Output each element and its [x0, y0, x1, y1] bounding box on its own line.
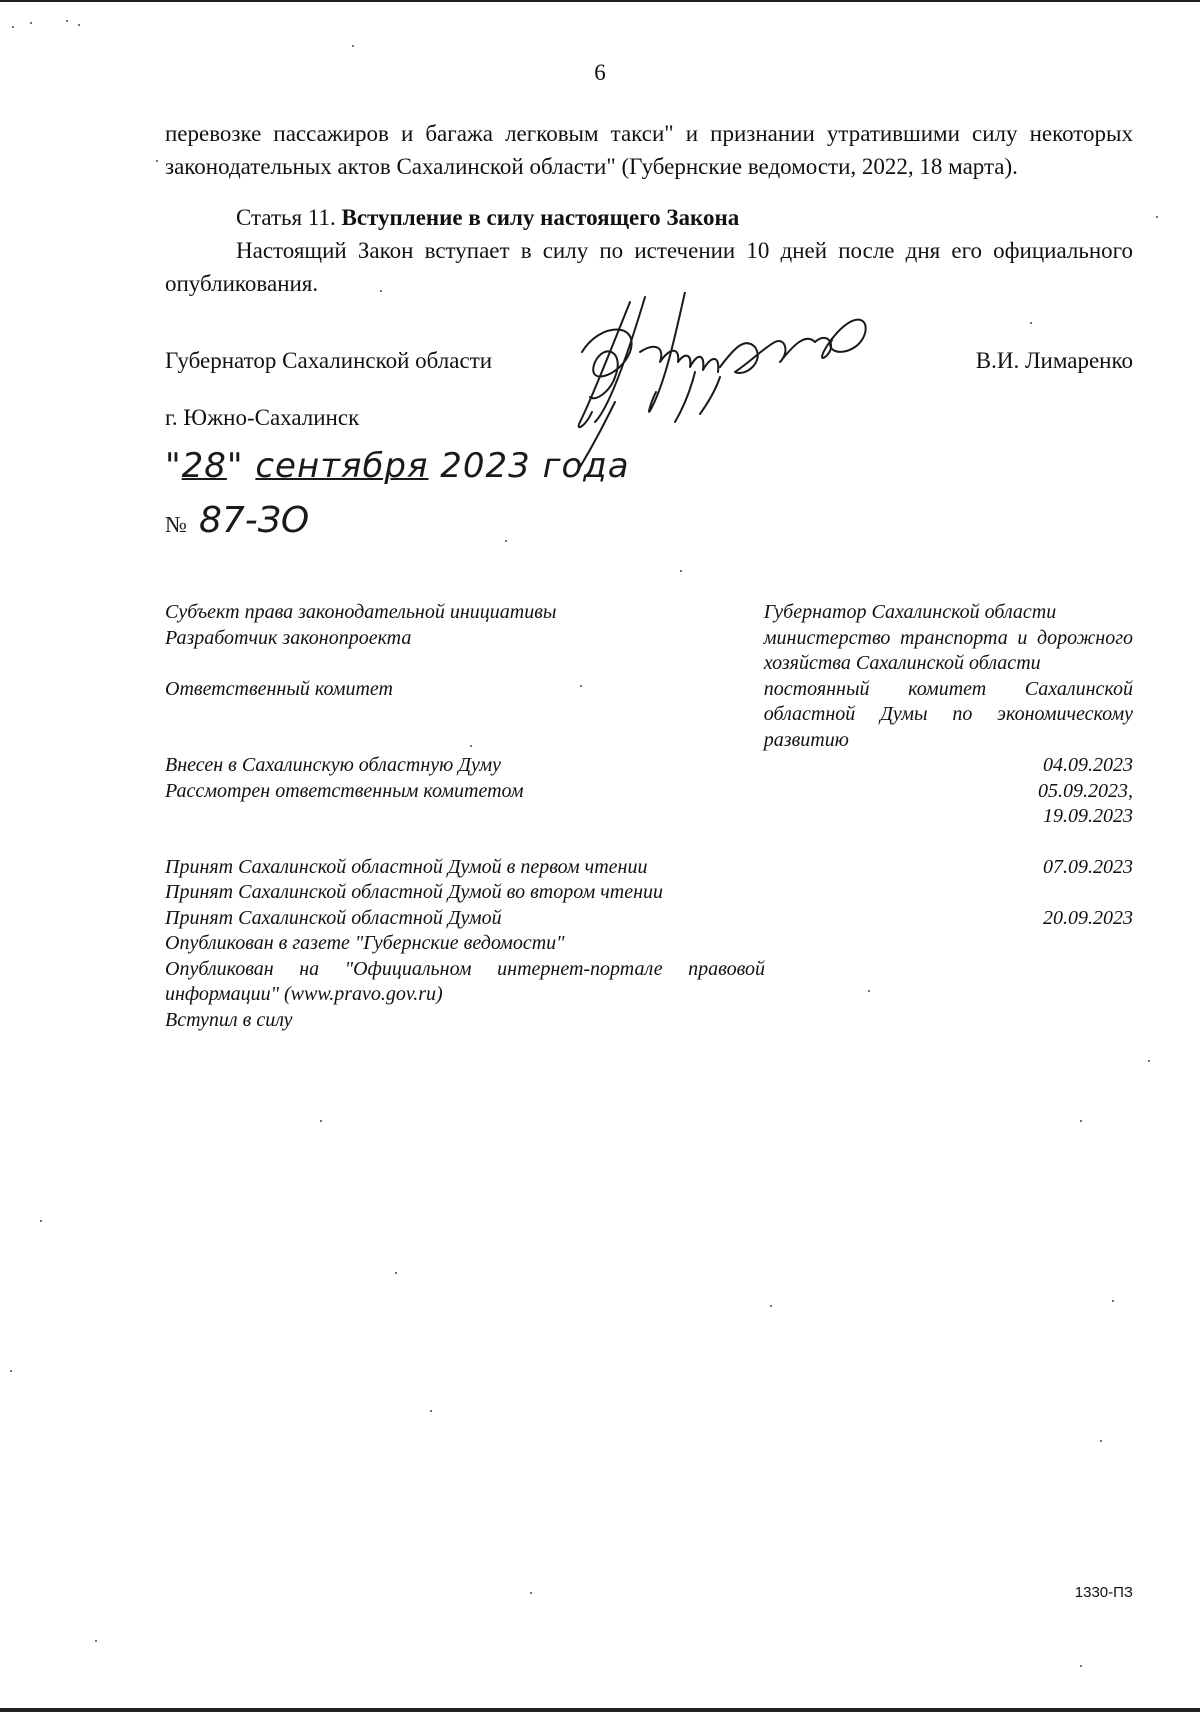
governor-position: Губернатор Сахалинской области — [165, 348, 493, 373]
developer-value: министерство транспорта и дорожного хозяйства Сахалинской области — [763, 626, 1133, 674]
governor-name: В.И. Лимаренко — [975, 348, 1133, 373]
reviewed-dates — [1038, 779, 1133, 830]
scan-edge-bottom — [0, 1708, 1200, 1712]
published-newspaper-label: Опубликован в газете "Губернские ведомости" — [165, 932, 565, 954]
scan-speck — [30, 22, 32, 24]
reviewed-date-2: 19.09.2023 — [1043, 805, 1133, 827]
footer-code: 1330-ПЗ — [1074, 1584, 1133, 1601]
city: г. Южно-Сахалинск — [165, 405, 360, 430]
committee-label: Ответственный комитет — [165, 677, 393, 700]
scan-speck — [868, 990, 870, 992]
scan-speck — [66, 20, 68, 22]
scan-speck — [78, 24, 80, 26]
scan-speck — [95, 1640, 97, 1642]
scan-speck — [1156, 216, 1158, 218]
first-reading-label: Принят Сахалинской областной Думой в первом чтении — [165, 855, 648, 878]
info-row-committee — [165, 677, 1133, 754]
number-label: № — [165, 512, 187, 537]
number-value: 87-ЗО — [198, 500, 310, 541]
signing-date — [165, 446, 630, 486]
scan-speck — [770, 1305, 772, 1307]
date-open-quote: " — [165, 446, 182, 486]
info-row-reviewed — [165, 779, 1133, 830]
date-close-quote: " — [226, 446, 244, 486]
developer-label: Разработчик законопроекта — [165, 626, 412, 649]
continuation-paragraph — [165, 117, 1133, 183]
scan-speck — [530, 1592, 532, 1594]
scan-speck — [470, 745, 472, 747]
scan-speck — [320, 1120, 322, 1122]
scan-speck — [156, 160, 158, 162]
published-portal-label: Опубликован на "Официальном интернет-портале правовой информации" (www.pravo.gov.ru) — [165, 957, 765, 1005]
legislative-info — [165, 600, 1133, 1033]
info-row-entered-force — [165, 1008, 1133, 1034]
info-row-first-reading — [165, 855, 1133, 881]
reviewed-date-1: 05.09.2023, — [1038, 779, 1133, 802]
scan-speck — [505, 540, 507, 542]
scan-speck — [40, 1220, 42, 1222]
info-row-submitted — [165, 753, 1133, 779]
info-row-adopted — [165, 906, 1133, 932]
info-row-second-reading — [165, 880, 1133, 906]
scan-speck — [395, 1272, 397, 1274]
info-row-published-newspaper — [165, 931, 1133, 957]
info-row-developer — [165, 626, 1133, 677]
scan-speck — [352, 45, 354, 47]
date-year: 2023 года — [440, 446, 630, 486]
scan-speck — [680, 570, 682, 572]
scan-speck — [1112, 1300, 1114, 1302]
info-spacer — [165, 830, 1133, 855]
scan-speck — [1080, 1665, 1082, 1667]
subject-value: Губернатор Сахалинской области — [763, 601, 1057, 623]
scan-speck — [1080, 1120, 1082, 1122]
law-number — [165, 500, 309, 541]
scan-speck — [12, 26, 14, 28]
article-text: Настоящий Закон вступает в силу по истечении 10 дней после дня его официального опубликования. — [165, 238, 1133, 296]
submitted-label: Внесен в Сахалинскую областную Думу — [165, 754, 502, 776]
article-title: Вступление в силу настоящего Закона — [341, 205, 740, 230]
scan-speck — [1148, 1060, 1150, 1062]
submitted-date: 04.09.2023 — [1043, 754, 1133, 776]
page-number: 6 — [594, 60, 606, 85]
scan-speck — [580, 685, 582, 687]
scan-speck — [430, 1410, 432, 1412]
adopted-date: 20.09.2023 — [1043, 906, 1133, 929]
scan-speck — [1100, 1440, 1102, 1442]
adopted-label: Принят Сахалинской областной Думой — [165, 906, 502, 929]
subject-label: Субъект права законодательной инициативы — [165, 601, 557, 623]
date-month: сентября — [255, 446, 429, 486]
scan-speck — [380, 290, 382, 292]
info-row-subject — [165, 600, 1133, 626]
reviewed-label: Рассмотрен ответственным комитетом — [165, 779, 524, 802]
scan-speck — [10, 1370, 12, 1372]
committee-value: постоянный комитет Сахалинской областной Думы по экономическому развитию — [763, 677, 1133, 751]
article-prefix: Статья 11. — [236, 205, 342, 230]
date-day: 28 — [181, 446, 227, 486]
second-reading-label: Принят Сахалинской областной Думой во втором чтении — [165, 881, 664, 903]
scan-speck — [1030, 322, 1032, 324]
entered-force-label: Вступил в силу — [165, 1008, 293, 1031]
continuation-text: перевозке пассажиров и багажа легковым такси" и признании утратившими силу некоторых законодательных актов Сахалинской области" (Губернские ведомости, 2022, 18 марта). — [165, 121, 1133, 179]
info-row-published-portal — [165, 957, 1133, 1008]
first-reading-date: 07.09.2023 — [1043, 855, 1133, 878]
article-heading — [165, 201, 1133, 234]
article-11 — [165, 201, 1133, 300]
scan-edge-top — [0, 0, 1200, 2]
